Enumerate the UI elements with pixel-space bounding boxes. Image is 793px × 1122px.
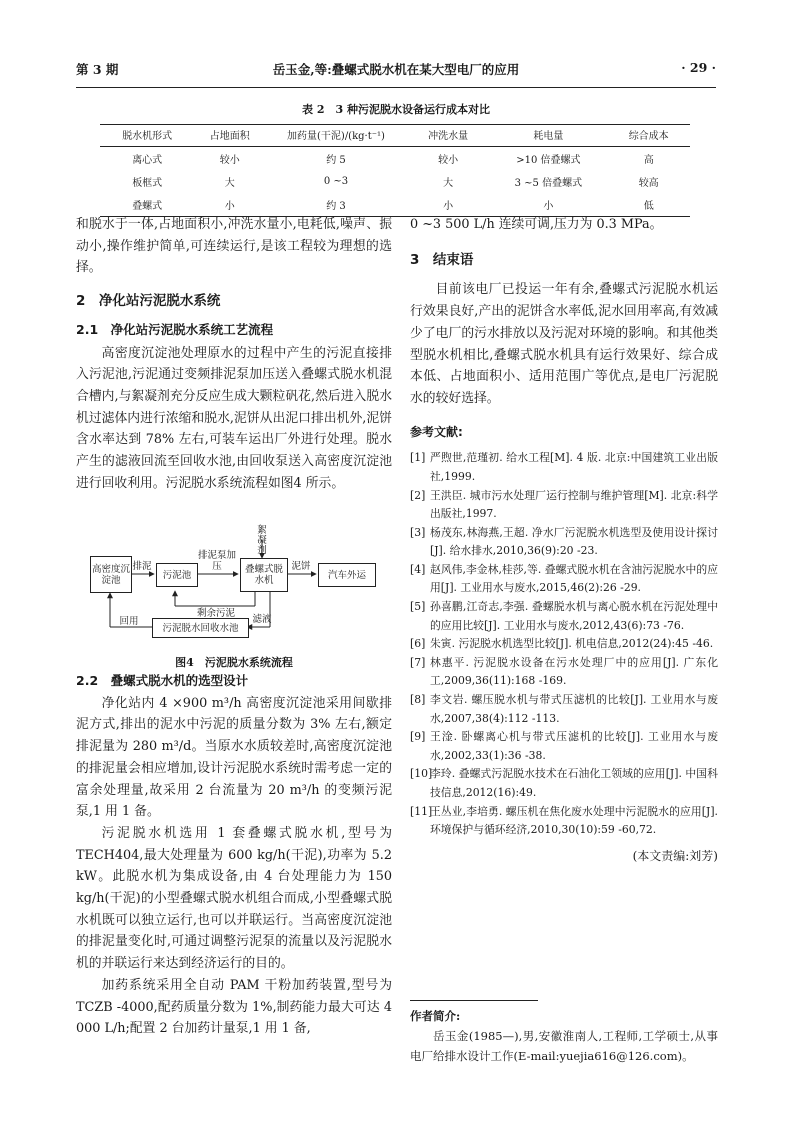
table-cell: 小 (407, 193, 490, 217)
sedimentation-tank-box: 高密度沉淀池 (90, 556, 132, 593)
reference-item: [11] 王丛业,李培勇. 螺压机在焦化废水处理中污泥脱水的应用[J]. 环境保护与循环经济,2010,30(10):59 -60,72. (410, 804, 718, 837)
truck-transport-box: 汽车外运 (318, 563, 376, 587)
reference-item: [4] 赵风伟,李金林,桂莎,等. 叠螺式脱水机在含油污泥脱水中的应用[J]. 工业用水与废水,2015,46(2):26 -29. (410, 562, 718, 595)
table-cell: 叠螺式 (100, 193, 194, 217)
paragraph: 和脱水于一体,占地面积小,冲洗水量小,电耗低,噪声、振动小,操作维护简单,可连续运行,是该工程较为理想的选择。 (76, 217, 392, 276)
issue-number: 第 3 期 (76, 62, 119, 77)
subsection-heading: 2.1 净化站污泥脱水系统工艺流程 (76, 321, 274, 337)
paragraph: 加药系统采用全自动 PAM 干粉加药装置,型号为 TCZB -4000,配药质量分数为 1%,制药能力最大可达 4 000 L/h;配置 2 台加药计量泵,1 用 1 备, (76, 977, 392, 1037)
table-cell: 小 (194, 193, 265, 217)
table-header-cell: 占地面积 (194, 125, 265, 147)
table-header-cell: 脱水机形式 (100, 125, 194, 147)
filtrate-label: 滤液 (252, 614, 272, 625)
cake-label: 泥饼 (291, 561, 311, 572)
table-cell: 高 (643, 155, 654, 166)
table-cell: >10 倍叠螺式 (516, 155, 581, 166)
reference-item: [5] 孙喜鹏,江奇志,李强. 叠螺脱水机与离心脱水机在污泥处理中的应用比较[J]. 工业用水与废水,2012,43(6):73 -76. (410, 600, 718, 632)
table-cell: 低 (607, 193, 690, 217)
table-cell: 0 ~3 (323, 176, 349, 187)
author-note (410, 1006, 718, 1066)
table-header-cell: 耗电量 (489, 125, 607, 147)
flocculant-label: 絮凝剂 (257, 525, 267, 556)
paragraph: 污泥脱水机选用 1 套叠螺式脱水机,型号为 TECH404,最大处理量为 600 kg/h(干泥),功率为 5.2 kW。此脱水机为集成设备,由 4 台处理能力为 150 kg/h(干泥)的小型叠螺式脱水机组合而成,小型叠螺式脱水机既可以独立运行,也可以并联运行。当高密度沉淀池的排泥量变化时,可通过调整污泥泵的流量以及污泥脱水机的并联运行来达到经济运行的目的。 (76, 825, 392, 972)
table-row (100, 193, 690, 217)
reference-item: [3] 杨茂东,林海燕,王超. 净水厂污泥脱水机选型及使用设计探讨[J]. 给水排水,2010,36(9):20 -23. (410, 525, 718, 558)
table-cell: 约 5 (326, 155, 346, 166)
page-number: · 29 · (681, 60, 716, 75)
table-cell: 较高 (638, 178, 659, 189)
reference-item: [7] 林惠平. 污泥脱水设备在污水处理厂中的应用[J]. 广东化工,2009,36(11):168 -169. (410, 655, 718, 688)
sludge-tank-box: 污泥池 (156, 563, 198, 587)
table-cell: 约 3 (265, 193, 407, 217)
running-header (76, 60, 716, 82)
figure-caption: 图4 污泥脱水系统流程 (175, 656, 293, 669)
reference-item: [6] 朱寅. 污泥脱水机选型比较[J]. 机电信息,2012(24):45 -46. (410, 637, 714, 651)
paragraph: 净化站内 4 ×900 m³/h 高密度沉淀池采用间歇排泥方式,排出的泥水中污泥的质量分数为 3% 左右,额定排泥量为 280 m³/d。当原水水质较差时,高密度沉淀池的排泥量会相应增加,设计污泥脱水系统时需考虑一定的富余处理量,故采用 2 台流量为 20 m³/h 的变频污泥泵,1 用 1 备。 (76, 695, 392, 820)
reference-list (410, 449, 718, 839)
right-column (410, 214, 718, 880)
running-title: 岳玉金,等:叠螺式脱水机在某大型电厂的应用 (272, 62, 520, 77)
table-header-cell: 综合成本 (607, 125, 690, 147)
table-cell: 离心式 (132, 155, 163, 166)
table-caption: 表 2 3 种污泥脱水设备运行成本对比 (302, 103, 490, 116)
header-rule (76, 87, 716, 88)
references-heading: 参考文献: (410, 424, 463, 439)
reference-item: [2] 王洪臣. 城市污水处理厂运行控制与维护管理[M]. 北京:科学出版社,1997. (410, 488, 718, 521)
table-cell: 大 (224, 178, 235, 189)
reference-item: [1] 严煦世,范瑾初. 给水工程[M]. 4 版. 北京:中国建筑工业出版社,1999. (410, 451, 718, 483)
author-heading: 作者简介: (410, 1009, 461, 1023)
table-cell: 较小 (219, 155, 240, 166)
table-cell: 大 (443, 178, 454, 189)
left-column-bottom (76, 670, 392, 1040)
reference-item: [9] 王淦. 卧螺离心机与带式压滤机的比较[J]. 工业用水与废水,2002,33(1):36 -38. (410, 730, 718, 762)
table-header-row (100, 125, 690, 147)
paragraph: 高密度沉淀池处理原水的过程中产生的污泥直接排入污泥池,污泥通过变频排泥泵加压送入叠螺式脱水机混合槽内,与絮凝剂充分反应生成大颗粒矾花,然后进入脱水机过滤体内进行浓缩和脱水,泥饼从出泥口排出机外,泥饼含水率达到 78% 左右,可装车运出厂外进行处理。脱水产生的滤液回流至回收水池,由回收泵送入高密度沉淀池进行回收利用。污泥脱水系统流程如图4 所示。 (76, 345, 392, 491)
recovery-water-tank-box: 污泥脱水回收水池 (152, 618, 249, 638)
reference-item: [10] 李玲. 叠螺式污泥脱水技术在石油化工领域的应用[J]. 中国科技信息,2012(16):49. (410, 767, 718, 800)
subsection-heading: 2.2 叠螺式脱水机的选型设计 (76, 673, 249, 688)
screw-dewaterer-box: 叠螺式脱水机 (240, 558, 288, 592)
surplus-sludge-label: 剩余污泥 (196, 608, 235, 619)
table-cell: 3 ~5 倍叠螺式 (514, 178, 583, 189)
pump-label: 排泥泵加压 (197, 550, 236, 572)
table-row (100, 170, 690, 193)
section-heading: 3 结束语 (410, 251, 474, 268)
author-bio: 岳玉金(1985—),男,安徽淮南人,工程师,工学硕士,从事电厂给排水设计工作(E-mail:yuejia616@126.com)。 (410, 1029, 718, 1063)
discharge-label: 排泥 (132, 561, 152, 572)
table-header-cell: 冲洗水量 (407, 125, 490, 147)
paragraph: 0 ~3 500 L/h 连续可调,压力为 0.3 MPa。 (410, 217, 663, 232)
reuse-label: 回用 (119, 616, 139, 627)
flow-diagram (90, 526, 380, 654)
table-row (100, 147, 690, 171)
table-cell: 小 (489, 193, 607, 217)
table-header-cell: 加药量(干泥)/(kg·t⁻¹) (265, 125, 407, 147)
editor-note: (本文责编:刘芳) (632, 848, 718, 863)
cost-comparison-table (100, 124, 690, 217)
left-column-top (76, 214, 392, 494)
section-heading: 2 净化站污泥脱水系统 (76, 293, 221, 310)
table-cell: 板框式 (132, 178, 163, 189)
reference-item: [8] 李文岩. 螺压脱水机与带式压滤机的比较[J]. 工业用水与废水,2007,38(4):112 -113. (410, 693, 718, 725)
paragraph: 目前该电厂已投运一年有余,叠螺式污泥脱水机运行效果良好,产出的泥饼含水率低,泥水回用率高,有效减少了电厂的污水排放以及污泥对环境的影响。和其他类型脱水机相比,叠螺式脱水机具有运行效果好、综合成本低、占地面积小、适用范围广等优点,是电厂污泥脱水的较好选择。 (410, 282, 718, 406)
table-cell: 较小 (438, 155, 459, 166)
author-rule (410, 1000, 538, 1001)
